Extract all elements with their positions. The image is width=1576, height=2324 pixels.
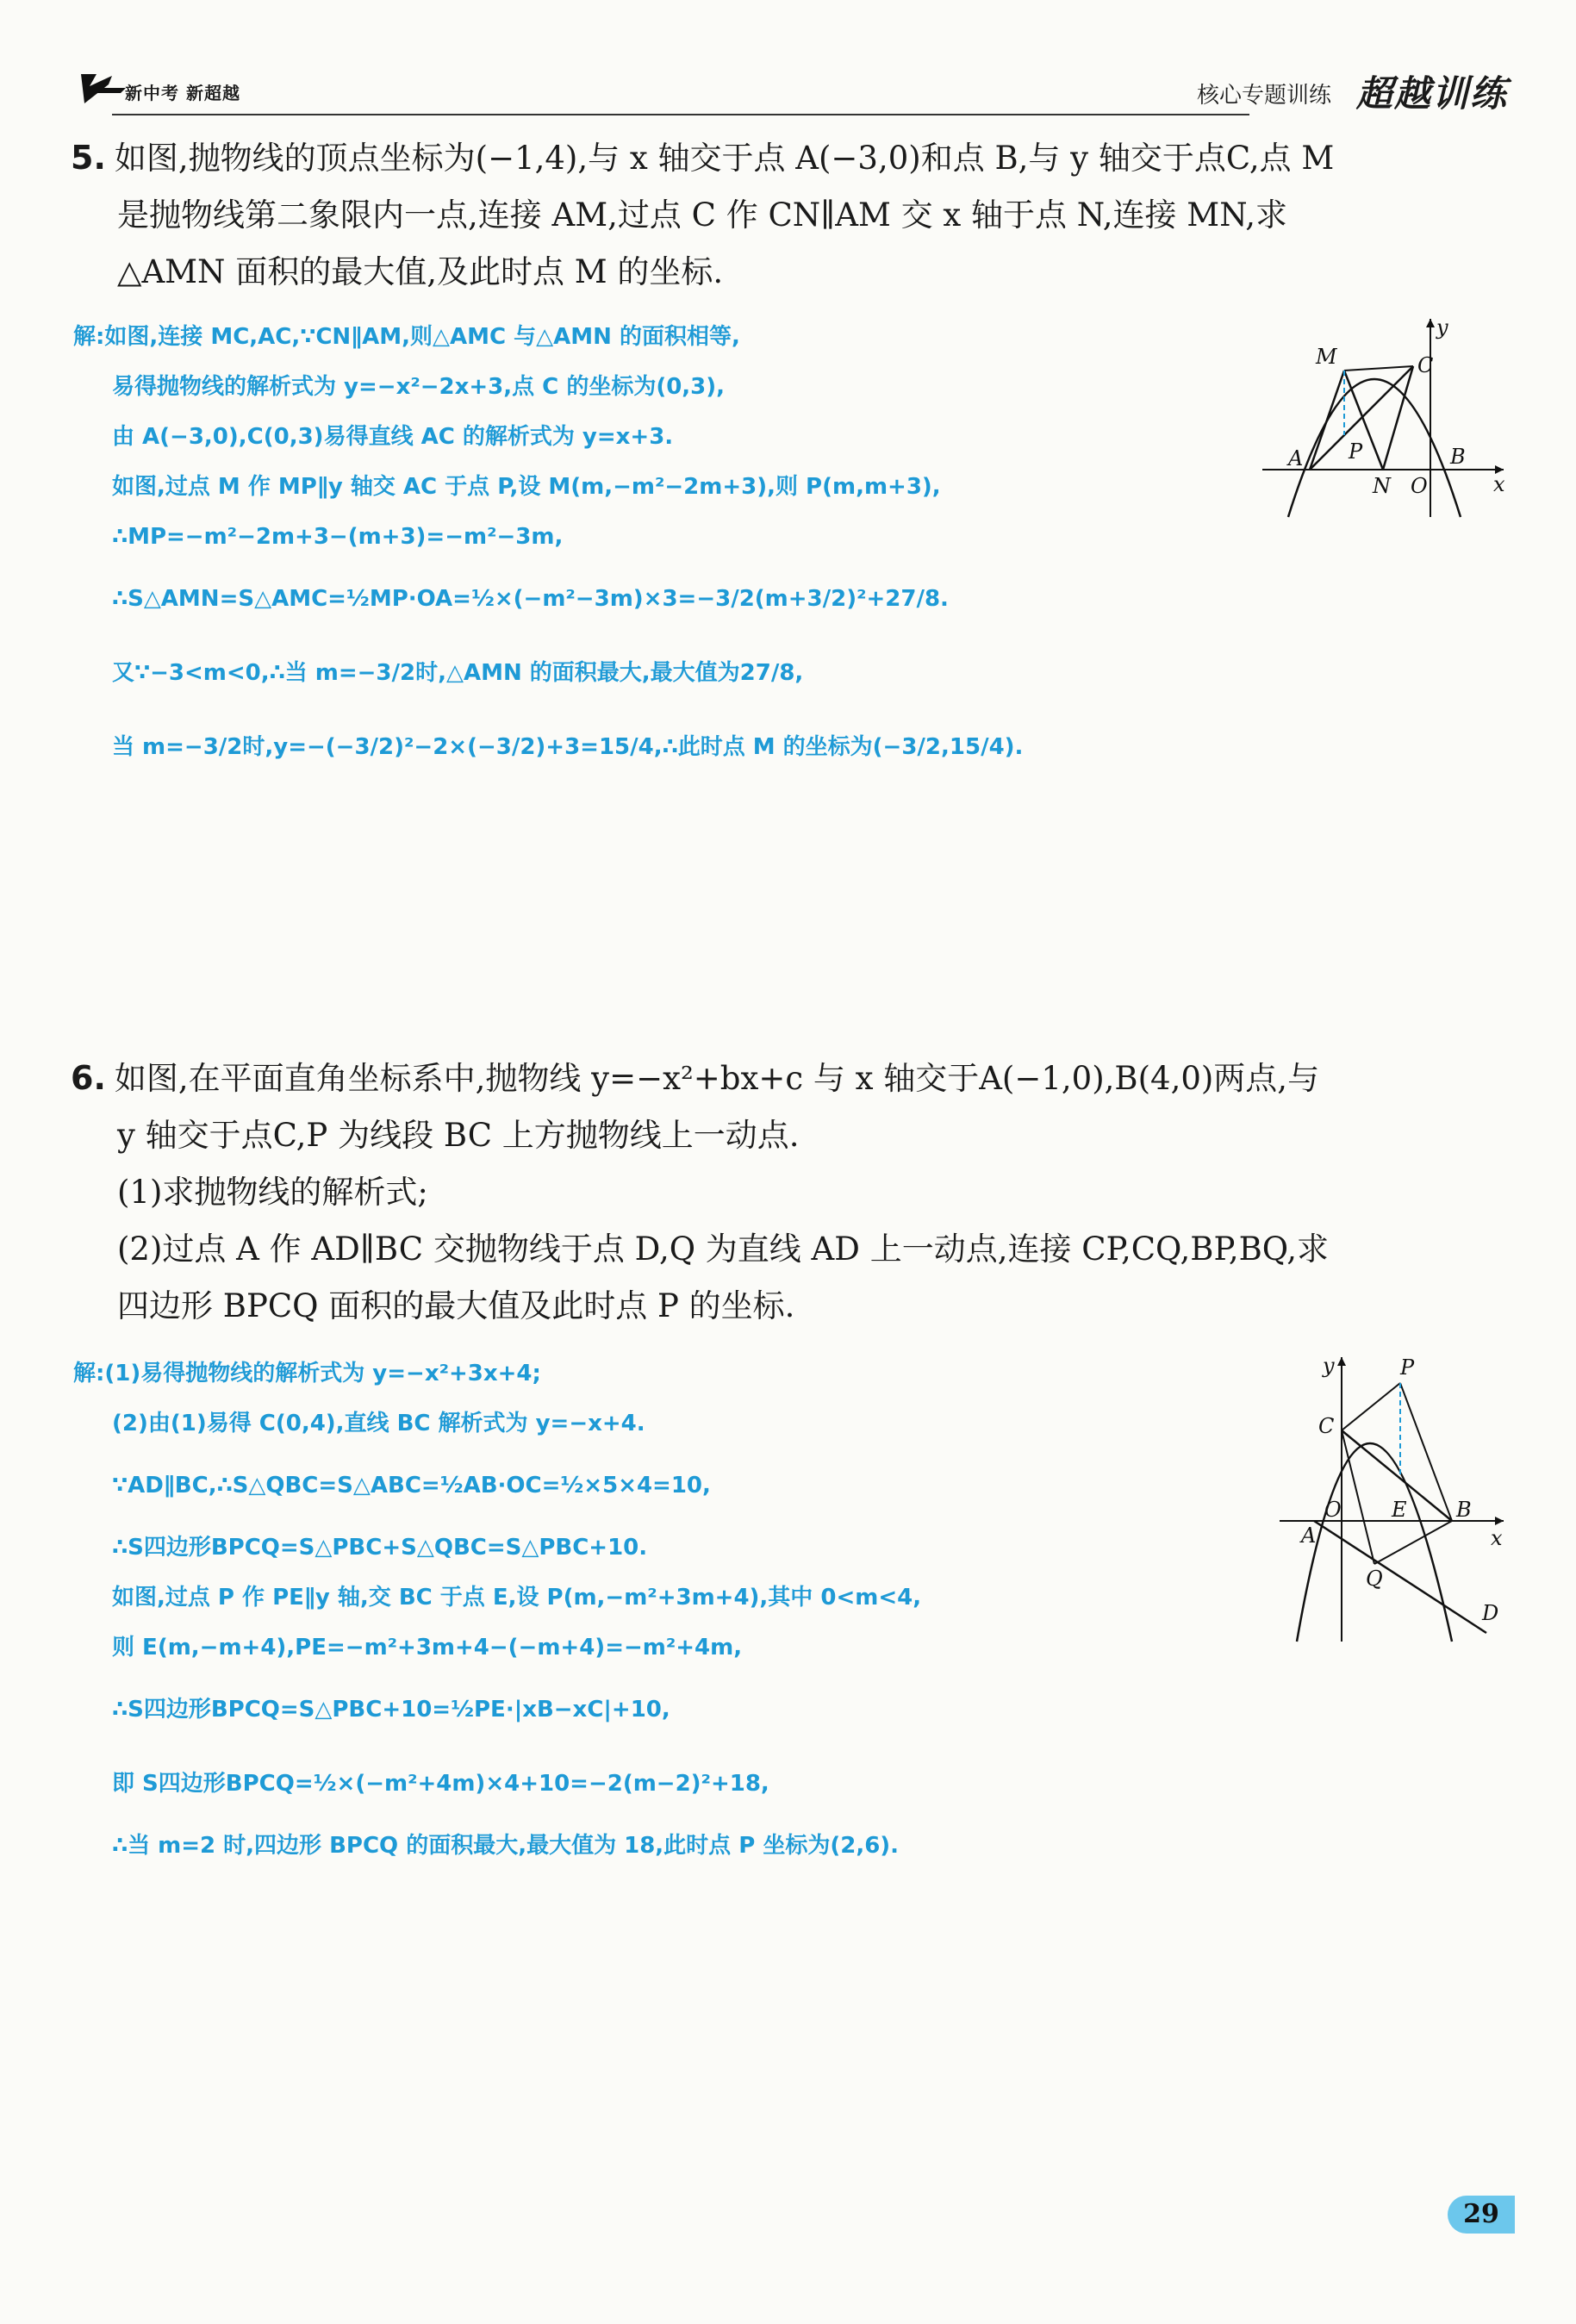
solution-line: ∴MP=−m²−2m+3−(m+3)=−m²−3m, <box>112 524 564 550</box>
figure-label: N <box>1373 474 1391 498</box>
solution-line: 由 A(−3,0),C(0,3)易得直线 AC 的解析式为 y=x+3. <box>112 424 674 450</box>
problem-6-line: y 轴交于点C,P 为线段 BC 上方抛物线上一动点. <box>117 1117 800 1154</box>
problem-6-line: 四边形 BPCQ 面积的最大值及此时点 P 的坐标. <box>117 1287 795 1324</box>
problem-number: 5. <box>71 139 106 177</box>
page-number: 29 <box>1448 2196 1515 2234</box>
problem-number: 6. <box>71 1059 106 1097</box>
figure-label: A <box>1301 1523 1317 1548</box>
brand-logo-icon <box>78 69 129 112</box>
solution-line: ∴S四边形BPCQ=S△PBC+S△QBC=S△PBC+10. <box>112 1535 648 1561</box>
solution-6 <box>73 1349 1249 1871</box>
figure-label: B <box>1456 1498 1472 1522</box>
problem-6-line: (2)过点 A 作 AD∥BC 交抛物线于点 D,Q 为直线 AD 上一动点,连接 CP,CQ,BP,BQ,求 <box>117 1231 1330 1268</box>
problem-5-line: 是抛物线第二象限内一点,连接 AM,过点 C 作 CN∥AM 交 x 轴于点 N,连接 MN,求 <box>117 196 1287 234</box>
figure-label: P <box>1400 1355 1415 1380</box>
problem-5-line: 5. 如图,抛物线的顶点坐标为(−1,4),与 x 轴交于点 A(−3,0)和点 B,与 y 轴交于点C,点 M <box>71 139 1335 177</box>
figure-label: O <box>1411 474 1428 498</box>
header-rule <box>112 114 1249 115</box>
solution-line: 即 S四边形BPCQ=½×(−m²+4m)×4+10=−2(m−2)²+18, <box>112 1771 769 1797</box>
figure-label: P <box>1349 439 1363 464</box>
solution-line: 解:如图,连接 MC,AC,∵CN∥AM,则△AMC 与△AMN 的面积相等, <box>73 324 740 350</box>
figure-label: x <box>1491 1526 1503 1550</box>
solution-line: (2)由(1)易得 C(0,4),直线 BC 解析式为 y=−x+4. <box>112 1411 645 1436</box>
brand-text: 新中考 新超越 <box>125 83 240 103</box>
solution-line: 当 m=−3/2时,y=−(−3/2)²−2×(−3/2)+3=15/4,∴此时点 M 的坐标为(−3/2,15/4). <box>112 734 1024 760</box>
solution-line: ∴当 m=2 时,四边形 BPCQ 的面积最大,最大值为 18,此时点 P 坐标为(2,6). <box>112 1833 900 1859</box>
solution-5 <box>73 312 1249 784</box>
solution-line: 则 E(m,−m+4),PE=−m²+3m+4−(−m+4)=−m²+4m, <box>112 1635 743 1660</box>
solution-line: 如图,过点 M 作 MP∥y 轴交 AC 于点 P,设 M(m,−m²−2m+3),则 P(m,m+3), <box>112 474 941 500</box>
solution-line: 又∵−3<m<0,∴当 m=−3/2时,△AMN 的面积最大,最大值为27/8, <box>112 660 804 686</box>
figure-6-diagram <box>1271 1349 1512 1650</box>
solution-line: 解:(1)易得抛物线的解析式为 y=−x²+3x+4; <box>73 1361 541 1386</box>
figure-label: y <box>1323 1354 1335 1378</box>
solution-line: 易得抛物线的解析式为 y=−x²−2x+3,点 C 的坐标为(0,3), <box>112 374 726 400</box>
section-label: 核心专题训练 <box>1196 83 1331 109</box>
problem-6-line: 6. 如图,在平面直角坐标系中,抛物线 y=−x²+bx+c 与 x 轴交于A(−1,0),B(4,0)两点,与 <box>71 1059 1320 1097</box>
figure-label: A <box>1288 446 1304 470</box>
page-header <box>60 60 1508 121</box>
figure-label: B <box>1450 445 1466 469</box>
figure-label: x <box>1493 472 1505 496</box>
figure-5-diagram <box>1254 310 1512 526</box>
problem-5 <box>71 129 1510 301</box>
solution-line: ∴S△AMN=S△AMC=½MP·OA=½×(−m²−3m)×3=−3/2(m+3/2)²+27/8. <box>112 586 949 612</box>
solution-line: ∵AD∥BC,∴S△QBC=S△ABC=½AB·OC=½×5×4=10, <box>112 1473 711 1498</box>
solution-line: ∴S四边形BPCQ=S△PBC+10=½PE·|xB−xC|+10, <box>112 1697 670 1723</box>
solution-line: 如图,过点 P 作 PE∥y 轴,交 BC 于点 E,设 P(m,−m²+3m+4),其中 0<m<4, <box>112 1585 922 1611</box>
figure-label: C <box>1318 1414 1335 1438</box>
figure-label: E <box>1392 1498 1407 1522</box>
figure-label: C <box>1417 353 1434 377</box>
problem-6-line: (1)求抛物线的解析式; <box>117 1174 428 1211</box>
figure-label: Q <box>1366 1567 1383 1591</box>
section-badge: 超越训练 <box>1355 72 1508 115</box>
problem-5-line: △AMN 面积的最大值,及此时点 M 的坐标. <box>117 253 724 290</box>
figure-label: M <box>1316 345 1337 369</box>
figure-label: O <box>1324 1498 1342 1522</box>
figure-label: D <box>1482 1601 1499 1625</box>
problem-6 <box>71 1050 1510 1335</box>
figure-label: y <box>1436 315 1448 340</box>
